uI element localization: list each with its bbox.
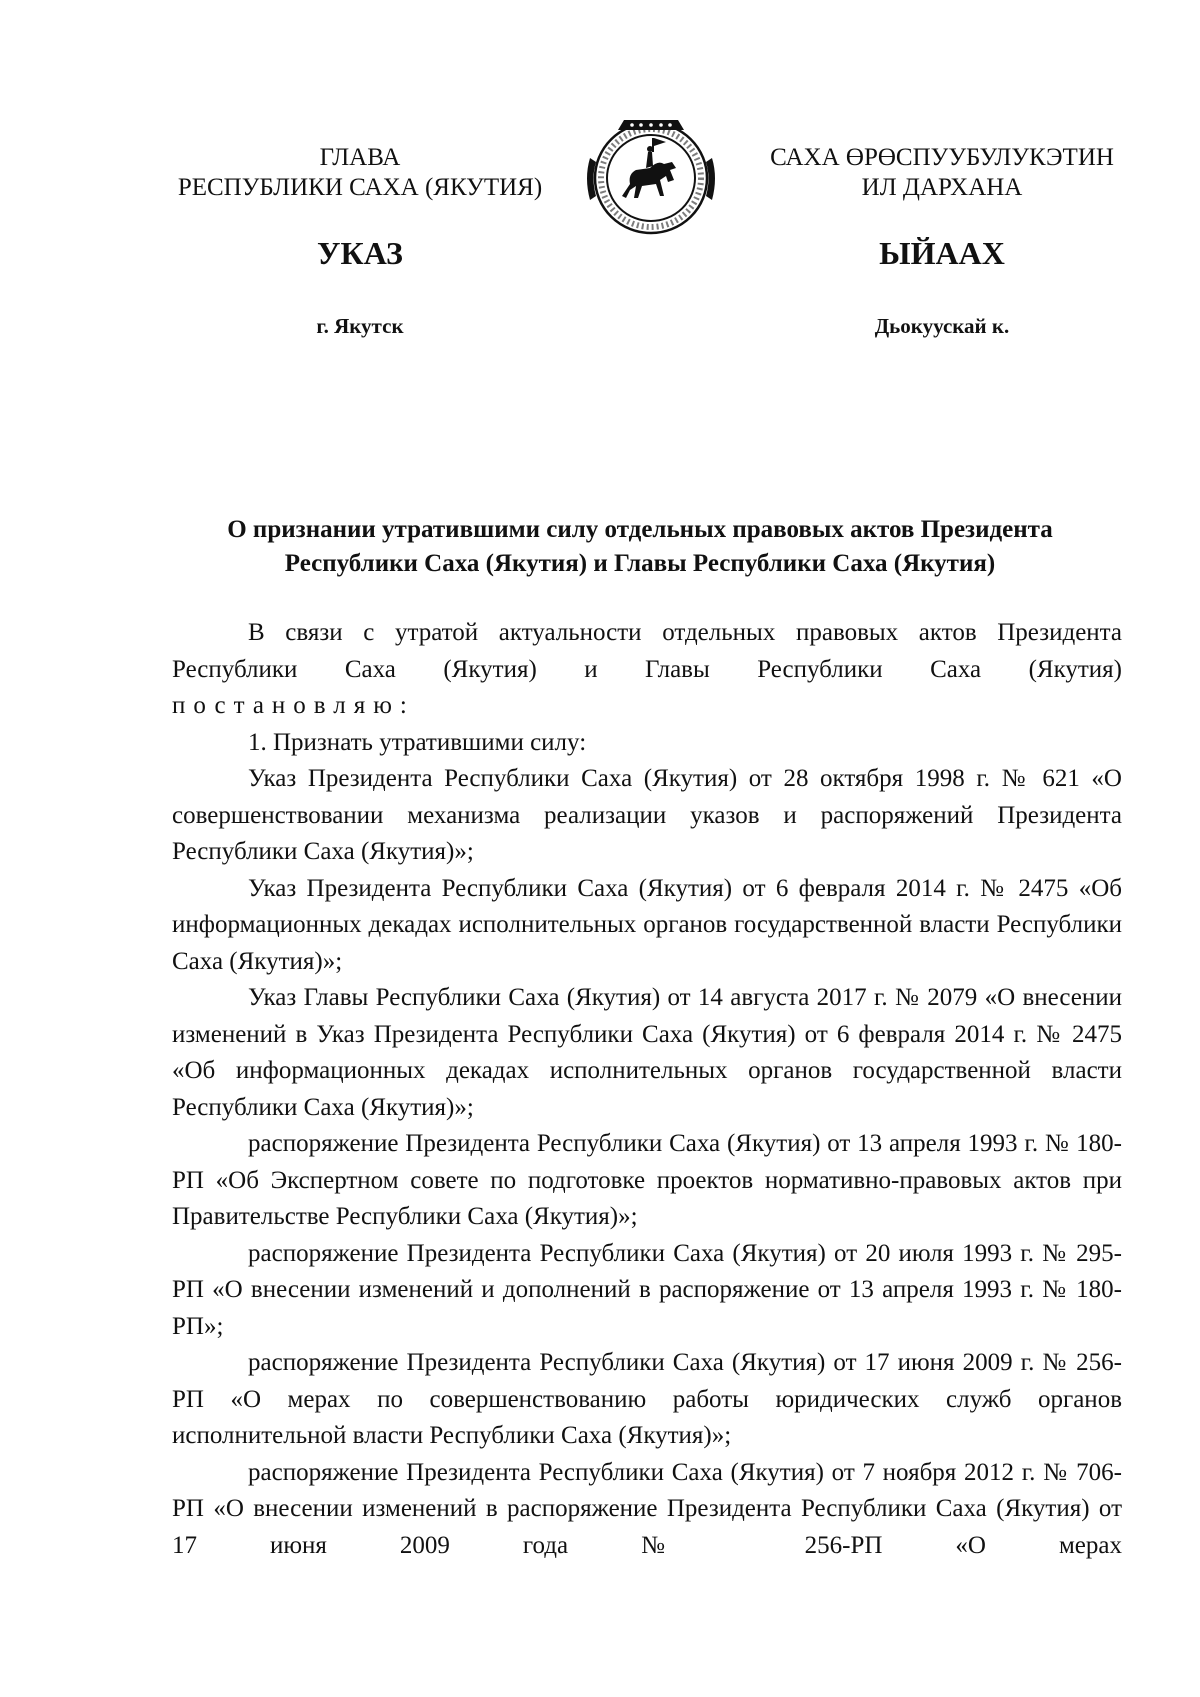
title-line-1: О признании утратившими силу отдельных правовых актов Президента [227, 516, 1053, 543]
header-right-line-1: САХА ӨРӨСПУУБУЛУКЭТИН [770, 144, 1114, 171]
repealed-act: распоряжение Президента Республики Саха (Якутия) от 17 июня 2009 г. № 256-РП «О мерах по совершенствованию работы юридических служб органов исполнительной власти Республики Саха (Якутия)»; [172, 1349, 1122, 1449]
item-1-heading: 1. Признать утратившими силу: [248, 728, 587, 756]
repealed-act: Указ Главы Республики Саха (Якутия) от 14 августа 2017 г. № 2079 «О внесении изменений в Указ Президента Республики Саха (Якутия) от 6 февраля 2014 г. № 2475 «Об информационных декадах исполнительных органов государственной власти Республики Саха (Якутия)»; [172, 984, 1122, 1121]
document-title [160, 513, 1120, 581]
city-russian: г. Якутск [316, 314, 404, 338]
header-left-authority [160, 143, 560, 203]
repealed-act: распоряжение Президента Республики Саха (Якутия) от 13 апреля 1993 г. № 180-РП «Об Экспертном совете по подготовке проектов нормативно-правовых актов при Правительстве Республики Саха (Якутия)»; [172, 1130, 1122, 1230]
repealed-act: распоряжение Президента Республики Саха (Якутия) от 7 ноября 2012 г. № 706-РП «О внесении изменений в распоряжение Президента Республики Саха (Якутия) от 17 июня 2009 года № 256-РП «О мерах [172, 1458, 1122, 1559]
decree-word: постановляю: [172, 692, 415, 719]
repealed-act: Указ Президента Республики Саха (Якутия) от 6 февраля 2014 г. № 2475 «Об информационных декадах исполнительных органов государственной власти Республики Саха (Якутия)»; [172, 874, 1122, 975]
intro-text: В связи с утратой актуальности отдельных правовых актов Президента Республики Саха (Якутия) и Главы Республики Саха (Якутия) [172, 619, 1122, 683]
header-left-line-2: РЕСПУБЛИКИ САХА (ЯКУТИЯ) [177, 174, 543, 201]
header-right-authority [752, 143, 1132, 203]
title-line-2: Республики Саха (Якутия) и Главы Республики Саха (Якутия) [284, 550, 996, 577]
header-left-line-1: ГЛАВА [319, 144, 401, 171]
header-right-line-2: ИЛ ДАРХАНА [861, 174, 1023, 201]
intro-paragraph [172, 615, 1122, 688]
doc-type-russian: УКАЗ [317, 235, 403, 271]
repealed-act: Указ Президента Республики Саха (Якутия) от 28 октября 1998 г. № 621 «О совершенствовании механизма реализации указов и распоряжений Президента Республики Саха (Якутия)»; [172, 765, 1122, 865]
city-yakut: Дьокуускай к. [874, 314, 1010, 338]
decree-paragraph [172, 688, 1122, 725]
doc-type-yakut: ЫЙААХ [879, 235, 1005, 271]
document-body [172, 615, 1122, 1564]
repealed-act: распоряжение Президента Республики Саха (Якутия) от 20 июля 1993 г. № 295-РП «О внесении изменений и дополнений в распоряжение от 13 апреля 1993 г. № 180-РП»; [172, 1239, 1122, 1340]
coat-of-arms-emblem [580, 108, 722, 236]
